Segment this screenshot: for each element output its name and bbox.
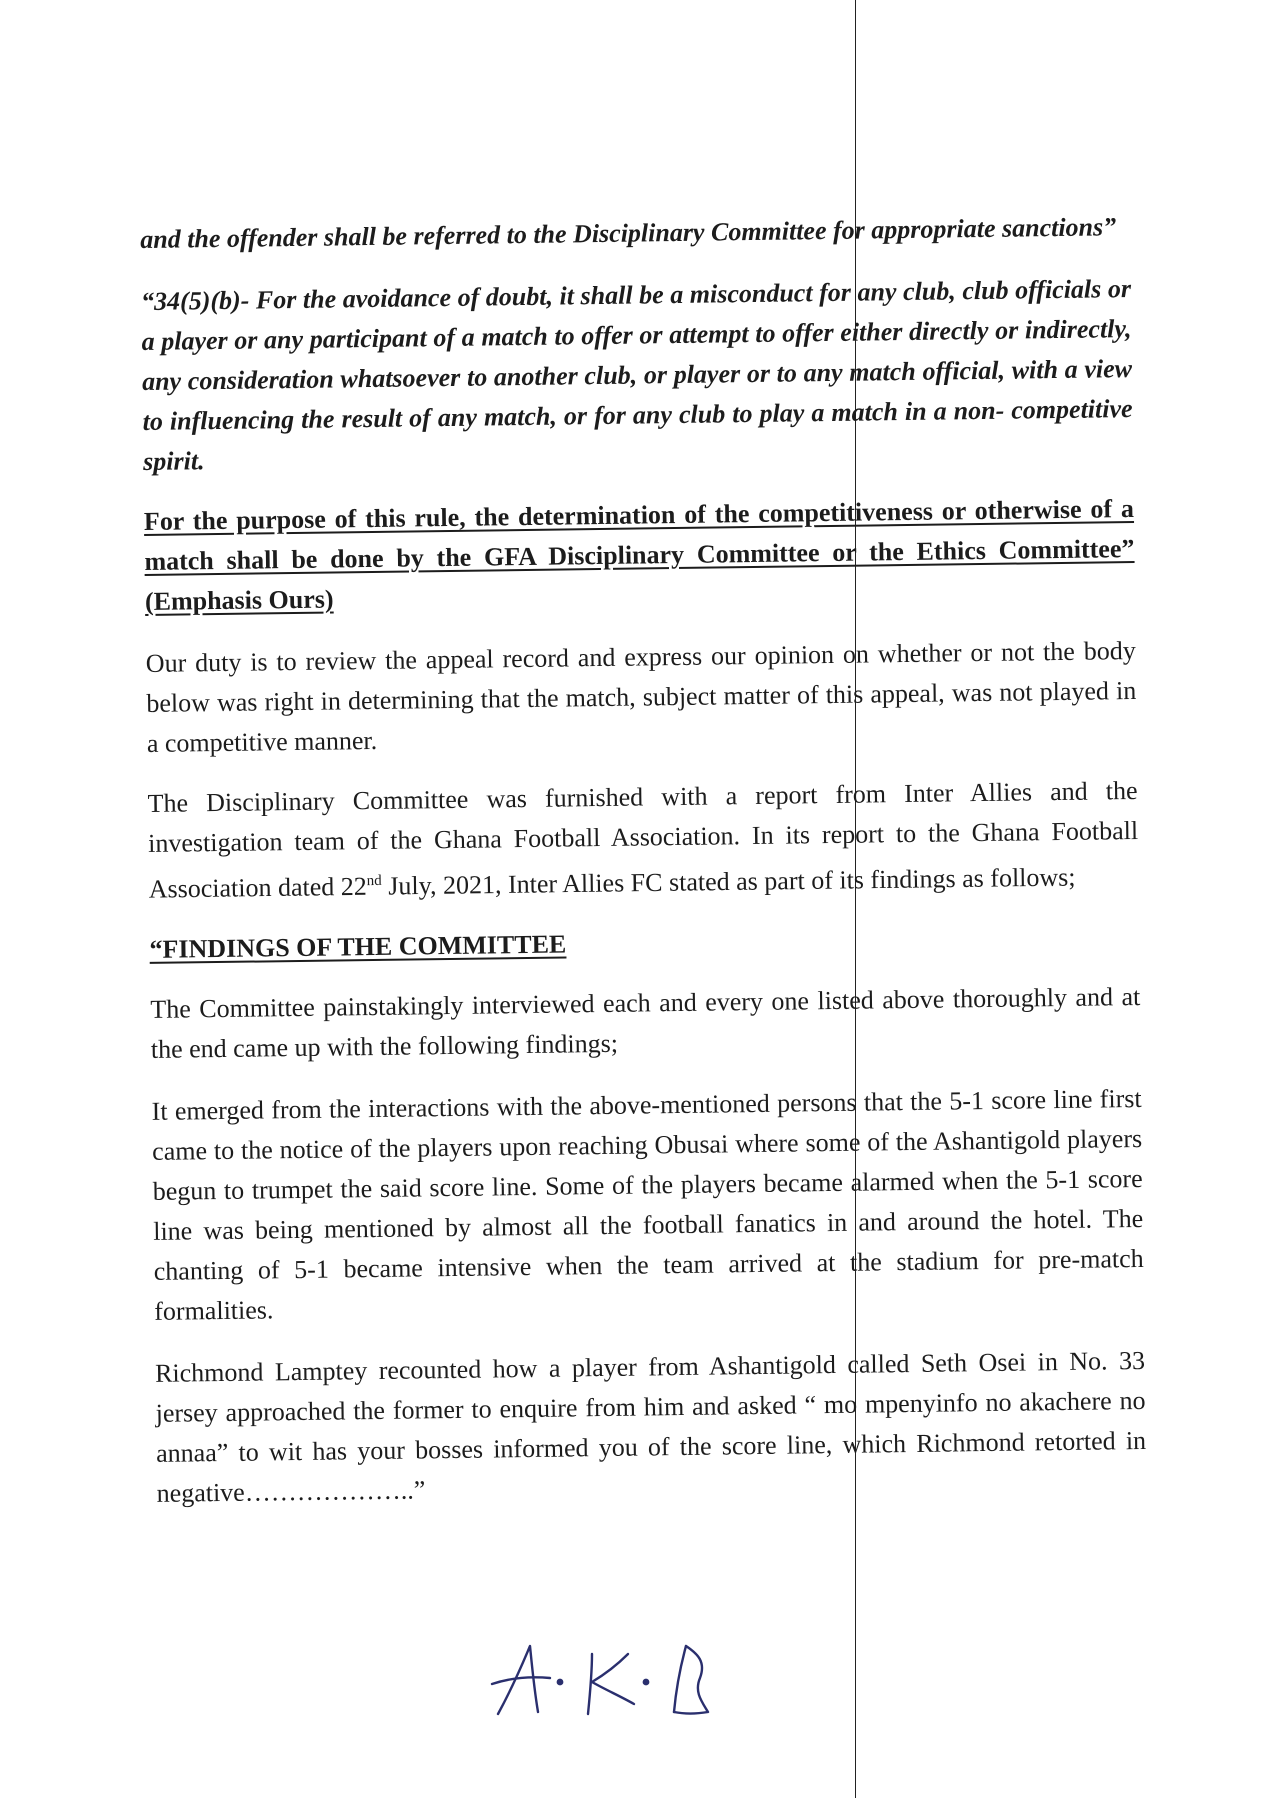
quoted-rule-ending: and the offender shall be referred to the Disciplinary Committee for appropriate sanctions” xyxy=(140,212,1117,254)
report-paragraph-start: The Disciplinary Committee was furnished with a report from Inter Allies and the investigation team of the Ghana Football Association. In its report to the Ghana Football Association dated 22 xyxy=(147,775,1139,904)
report-paragraph xyxy=(147,771,1139,910)
emphasised-rule-text: For the purpose of this rule, the determination of the competitiveness or otherwise of a match shall be done by the GFA Disciplinary Committee or the Ethics Committee” (Emphasis Ours) xyxy=(143,494,1135,616)
date-ordinal-suffix: nd xyxy=(366,872,382,890)
report-paragraph-end: July, 2021, Inter Allies FC stated as part of its findings as follows; xyxy=(381,862,1076,901)
richmond-lamptey-paragraph: Richmond Lamptey recounted how a player from Ashantigold called Seth Osei in No. 33 jersey approached the former to enquire from him and asked “ mo mpenyinfo no akachere no annaa” to wit has your bosses informed you of the score line, which Richmond retorted in negative………………..” xyxy=(154,1345,1147,1508)
findings-heading: “FINDINGS OF THE COMMITTEE xyxy=(149,929,567,964)
document-body xyxy=(140,207,1147,1514)
duty-paragraph: Our duty is to review the appeal record and express our opinion on whether or not the body below was right in determining that the match, subject matter of this appeal, was not played in a competitive manner. xyxy=(145,636,1137,758)
interview-paragraph: The Committee painstakingly interviewed each and every one listed above thoroughly and at the end came up with the following findings; xyxy=(150,981,1141,1064)
score-line-paragraph: It emerged from the interactions with the above-mentioned persons that the 5-1 score line first came to the notice of the players upon reaching Obusai where some of the Ashantigold players begun to trumpet the said score line. Some of the players became alarmed when the 5-1 score line was being mentioned by almost all the football fanatics in and around the hotel. The chanting of 5-1 became intensive when the team arrived at the stadium for pre-match formalities. xyxy=(151,1083,1144,1326)
quoted-rule-34-5-b: “34(5)(b)- For the avoidance of doubt, it shall be a misconduct for any club, club officials or a player or any participant of a match to offer or attempt to offer either directly or indirectly, any consideration whatsoever to another club, or player or to any match official, with a view to influencing the result of any match, or for any club to play a match in a non- competitive spirit. xyxy=(140,274,1133,476)
handwritten-initials-signature xyxy=(488,1632,738,1722)
